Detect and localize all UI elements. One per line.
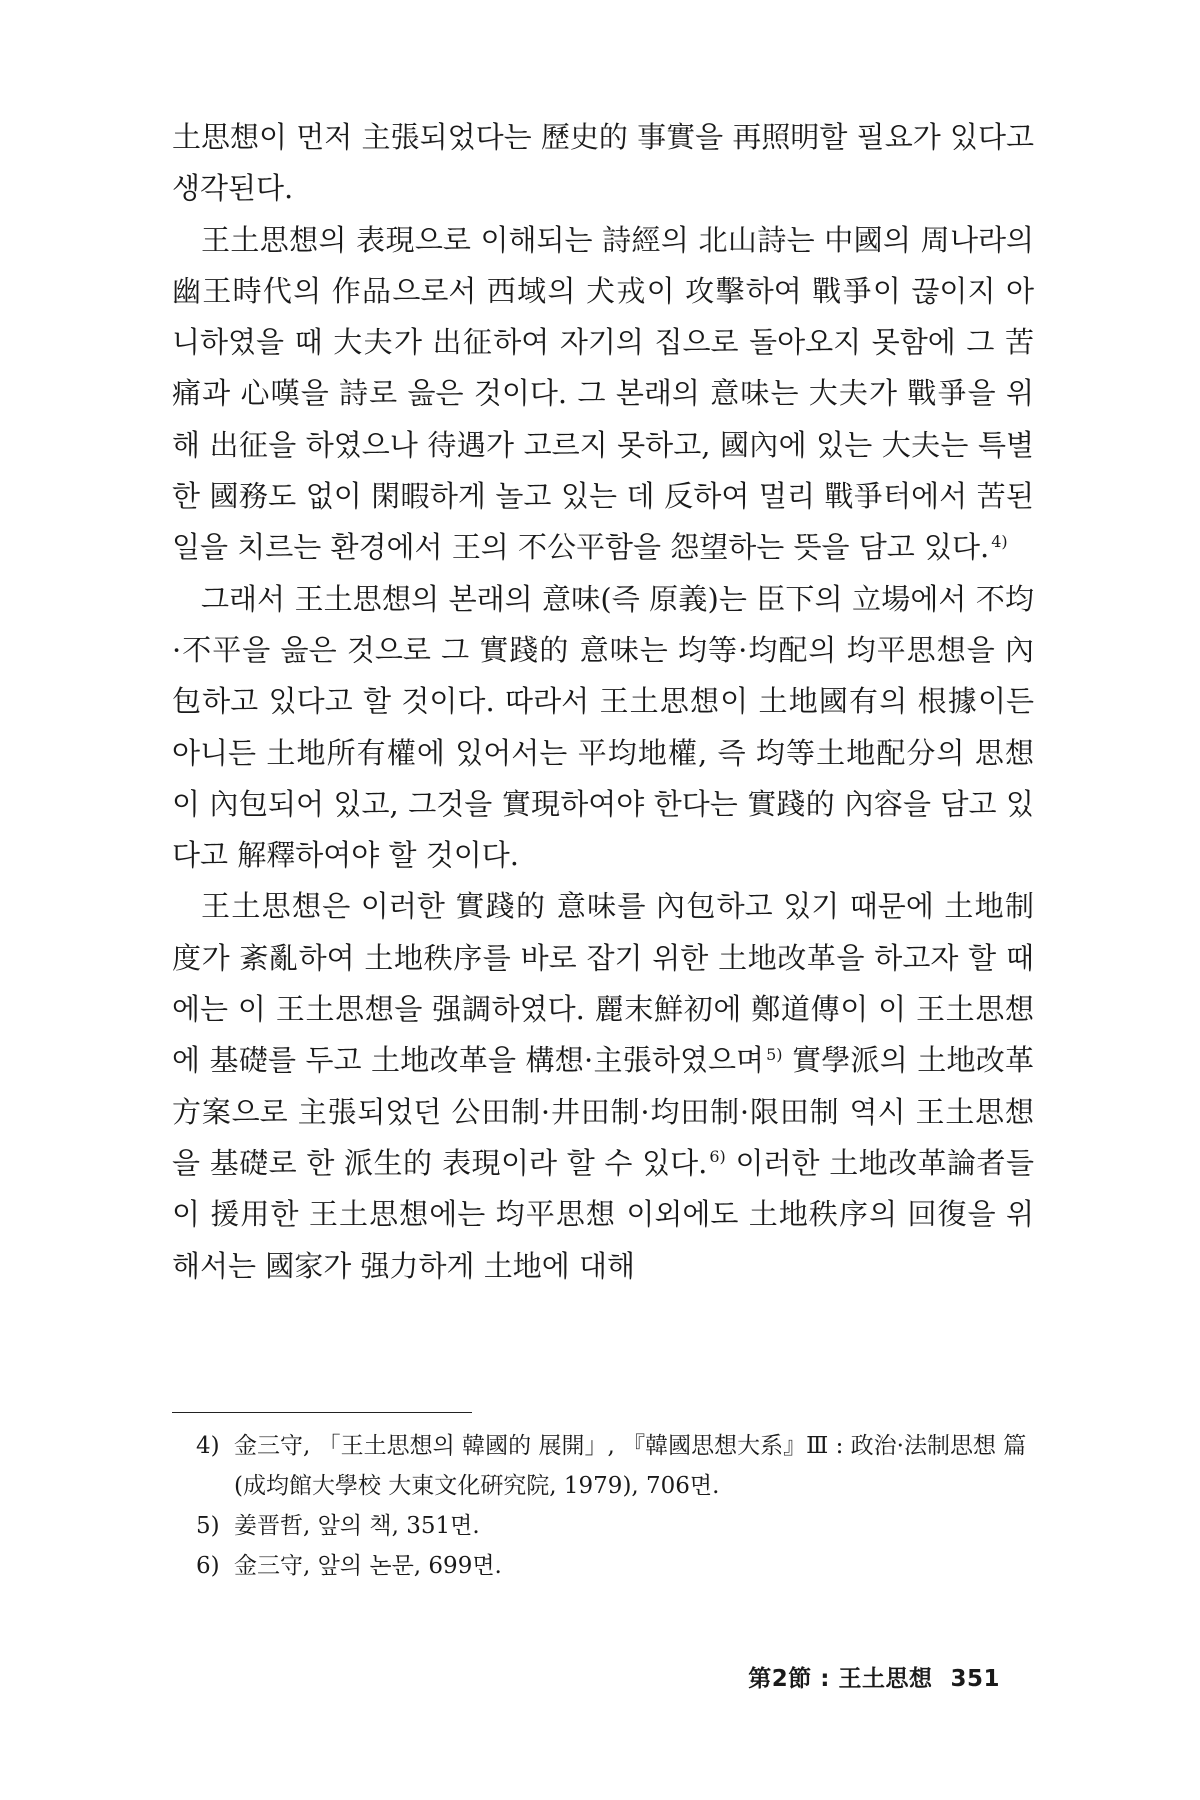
footnote-number: 4) xyxy=(196,1433,220,1459)
footnote-text: 金三守, 「王土思想의 韓國的 展開」, 『韓國思想大系』Ⅲ : 政治·法制思想 篇(成均館大學校 大東文化硏究院, 1979), 706면. xyxy=(234,1433,1027,1499)
footnote-number: 5) xyxy=(196,1513,220,1539)
footnote-divider xyxy=(172,1412,472,1413)
paragraph-2 xyxy=(172,215,1034,574)
footnote-ref-5[interactable]: 5) xyxy=(766,1044,783,1064)
paragraph-3 xyxy=(172,574,1034,882)
section-title: 第2節 : 王土思想 xyxy=(748,1666,933,1692)
page-number: 351 xyxy=(950,1666,1000,1692)
paragraph-2-text: 王土思想의 表現으로 이해되는 詩經의 北山詩는 中國의 周나라의 幽王時代의 作品으로서 西域의 犬戎이 攻擊하여 戰爭이 끊이지 아니하였을 때 大夫가 出征하여 자기의 집으로 돌아오지 못함에 그 苦痛과 心嘆을 詩로 읊은 것이다. 그 본래의 意味는 大夫가 戰爭을 위해 出征을 하였으나 待遇가 고르지 못하고, 國內에 있는 大夫는 특별한 國務도 없이 閑暇하게 놀고 있는 데 反하여 멀리 戰爭터에서 苦된 일을 치르는 환경에서 王의 不公平함을 怨望하는 뜻을 담고 있다. xyxy=(172,222,1034,565)
paragraph-4 xyxy=(172,881,1034,1291)
paragraph-4-text-cont: 實學派의 土地改革方案으로 主張되었던 公田制·井田制·均田制·限田制 역시 王土思想을 基礎로 한 派生的 表現이라 할 수 있다. xyxy=(172,1043,1035,1180)
running-footer xyxy=(748,1660,1000,1693)
body-text xyxy=(172,112,1034,1292)
footnote-ref-6[interactable]: 6) xyxy=(709,1147,726,1167)
paragraph-1 xyxy=(172,112,1034,215)
footnote-5 xyxy=(196,1506,1034,1546)
paragraph-1-text: 土思想이 먼저 主張되었다는 歷史的 事實을 再照明할 필요가 있다고 생각된다. xyxy=(172,120,1034,206)
footnote-number: 6) xyxy=(196,1553,220,1579)
footnote-ref-4[interactable]: 4) xyxy=(991,531,1008,551)
paragraph-4-text: 王土思想은 이러한 實踐的 意味를 內包하고 있기 때문에 土地制度가 紊亂하여 土地秩序를 바로 잡기 위한 土地改革을 하고자 할 때에는 이 王土思想을 强調하였다. 麗末鮮初에 鄭道傳이 이 王土思想에 基礎를 두고 土地改革을 構想·主張하였으며 xyxy=(172,889,1034,1078)
footnotes xyxy=(196,1426,1034,1586)
footnote-6 xyxy=(196,1546,1034,1586)
paragraph-3-text: 그래서 王土思想의 본래의 意味(즉 原義)는 臣下의 立場에서 不均·不平을 읊은 것으로 그 實踐的 意味는 均等·均配의 均平思想을 內包하고 있다고 할 것이다. 따라서 王土思想이 土地國有의 根據이든 아니든 土地所有權에 있어서는 平均地權, 즉 均等土地配分의 思想이 內包되어 있고, 그것을 實現하여야 한다는 實踐的 內容을 담고 있다고 解釋하여야 할 것이다. xyxy=(172,581,1034,873)
footnote-4 xyxy=(196,1426,1034,1506)
footnote-text: 姜晋哲, 앞의 책, 351면. xyxy=(234,1513,480,1539)
paragraph-4-text-cont-2: 이러한 土地改革論者들이 援用한 王土思想에는 均平思想 이외에도 土地秩序의 回復을 위해서는 國家가 强力하게 土地에 대해 xyxy=(172,1145,1035,1283)
footnote-text: 金三守, 앞의 논문, 699면. xyxy=(234,1553,502,1579)
